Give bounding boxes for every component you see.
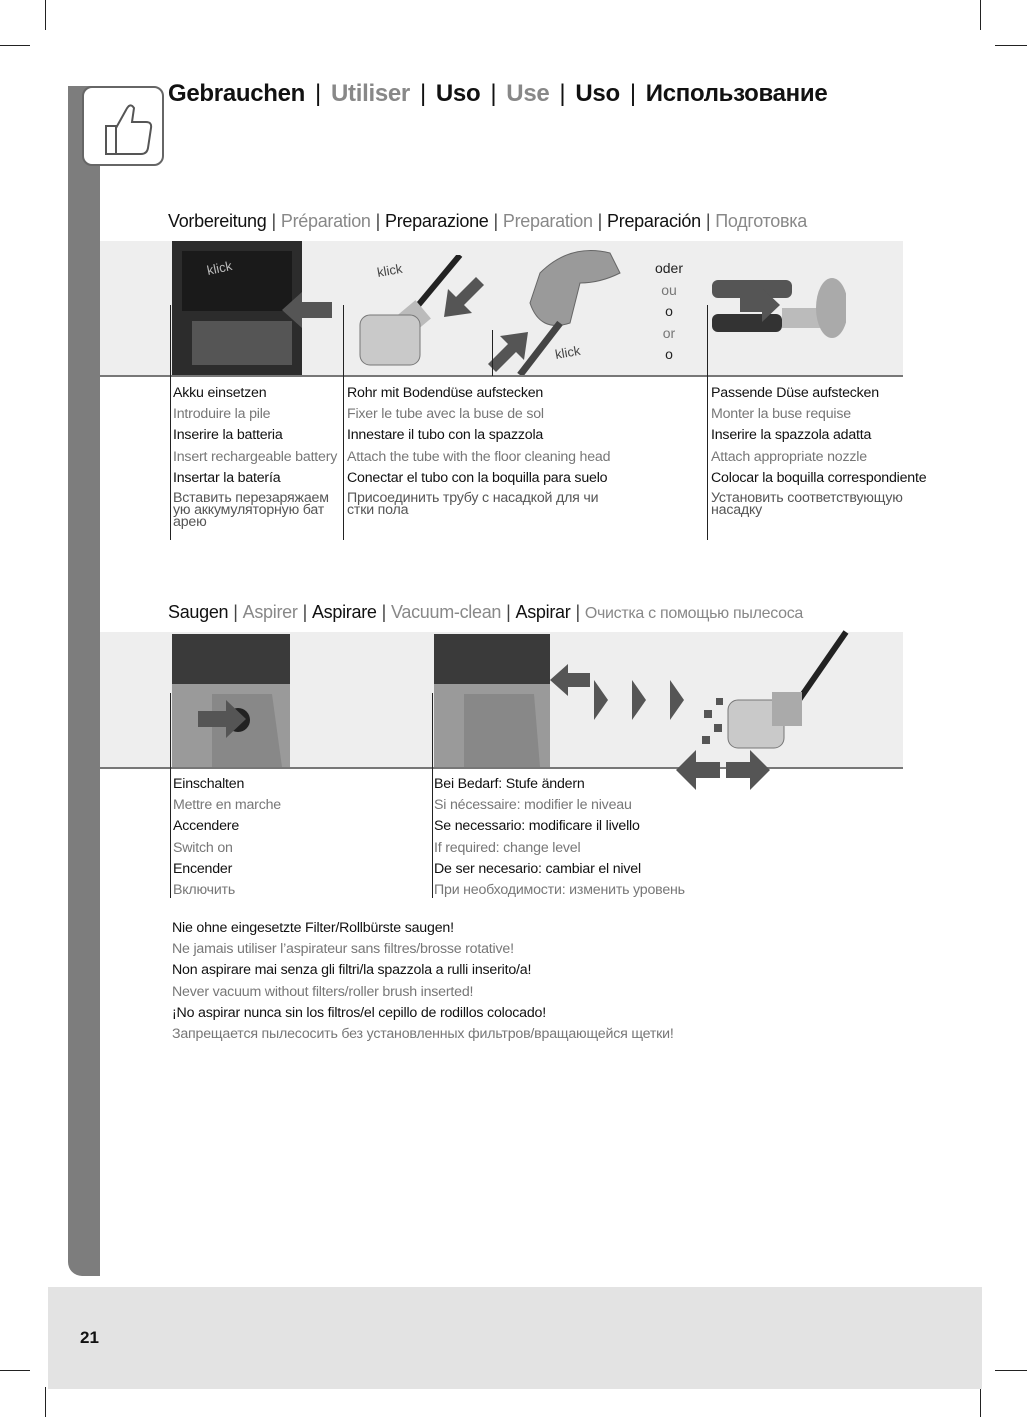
text-en: Switch on [173,839,233,856]
vac-col2-text [434,774,685,901]
text-de: Einschalten [173,776,245,792]
vacuum-divider [100,767,903,769]
klick-label-3: klick [553,342,582,362]
text-it: Inserire la batteria [173,427,283,444]
vac-title-fr: Aspirer [242,602,298,622]
text-it: Accendere [173,818,240,835]
text-it: Innestare il tubo con la spazzola [347,427,544,444]
preparation-divider [100,375,903,377]
chevron-right-icon [594,680,608,720]
text-es: Colocar la boquilla correspondiente [711,469,927,486]
vac-title-en: Vacuum-clean [391,602,502,622]
column-line [170,693,171,898]
warning-en: Never vacuum without filters/roller brush inserted! [172,983,474,1000]
oder-de: oder [654,260,684,276]
title-de: Gebrauchen [168,80,306,107]
klick-label-1: klick [205,258,234,278]
vac-title-es: Aspirar [515,602,571,622]
title-fr: Utiliser [330,80,410,107]
oder-en: or [662,324,676,341]
page-number: 21 [80,1328,99,1347]
prep-col2-text [347,383,611,519]
vac-title-de: Saugen [168,602,229,622]
text-en: If required: change level [434,839,581,856]
warning-es: ¡No aspirar nunca sin los filtros/el cepillo de rodillos colocado! [172,1004,546,1021]
floor-brush-image [700,630,850,760]
column-line [170,305,171,540]
text-en: Attach the tube with the floor cleaning head [347,448,611,465]
vac-col1-text [173,774,281,901]
oder-it: o [665,303,673,319]
prep-title-ru: Подготовка [715,211,807,231]
arrow-down-left-icon [440,275,486,321]
prep-title-fr: Préparation [280,211,371,231]
arrow-left-icon [550,664,590,696]
arrow-right-icon [740,288,780,322]
sidebar-bar [68,86,100,1276]
title-ru: Использование [645,80,828,107]
vac-title-ru: Очистка с помощью пылесоса [584,605,803,622]
text-fr: Si nécessaire: modifier le niveau [434,797,632,814]
warning-de: Nie ohne eingesetzte Filter/Rollbürste saugen! [172,920,454,936]
text-ru: Присоединить трубу с насадкой для чистки пола [347,490,599,519]
text-fr: Mettre en marche [173,797,281,814]
text-fr: Monter la buse requise [711,406,851,423]
title-en: Use [506,80,550,107]
text-es: Conectar el tubo con la boquilla para suelo [347,469,608,486]
text-it: Se necessario: modificare il livello [434,818,640,835]
arrow-left-icon [282,290,332,330]
double-arrow-icon [676,750,770,790]
klick-label-2: klick [375,260,404,280]
vacuum-title: Saugen | Aspirer | Aspirare | Vacuum-clean | Aspirar | Очистка с помощью пылесоса [168,602,803,622]
warning-it: Non aspirare mai senza gli filtri/la spazzola a rulli inserito/a! [172,962,532,979]
footer-band [48,1287,982,1389]
arrow-right-icon [198,700,246,738]
prep-col3-text [711,383,927,519]
text-fr: Introduire la pile [173,406,271,423]
text-fr: Fixer le tube avec la buse de sol [347,406,544,423]
chevron-right-icon [632,680,646,720]
oder-options [648,258,690,366]
prep-title-es: Preparación [607,211,701,231]
chevron-right-icon [670,680,684,720]
text-de: Passende Düse aufstecken [711,385,879,401]
prep-title-en: Preparation [502,211,593,231]
text-es: De ser necesario: cambiar el nivel [434,860,641,877]
warning-text [172,918,674,1045]
text-ru: Вставить перезаряжаемую аккумуляторную батарею [173,490,329,531]
title-it: Uso [435,80,481,107]
text-de: Akku einsetzen [173,385,267,401]
preparation-title: Vorbereitung | Préparation | Preparazione | Preparation | Preparación | Подготовка [168,211,807,231]
warning-fr: Ne jamais utiliser l’aspirateur sans filtres/brosse rotative! [172,941,514,958]
oder-fr: ou [661,281,677,298]
prep-title-it: Preparazione [385,211,489,231]
warning-ru: Запрещается пылесосить без установленных фильтров/вращающейся щетки! [172,1026,674,1043]
column-line [343,305,344,540]
text-es: Insertar la batería [173,469,281,486]
title-es: Uso [575,80,620,107]
page-title: Gebrauchen | Utiliser | Uso | Use | Uso | Использование [168,80,828,107]
text-en: Insert rechargeable battery [173,448,338,465]
prep-title-de: Vorbereitung [168,211,267,231]
text-es: Encender [173,860,233,877]
text-ru: При необходимости: изменить уровень [434,882,685,899]
text-de: Rohr mit Bodendüse aufstecken [347,385,544,401]
text-de: Bei Bedarf: Stufe ändern [434,776,585,792]
oder-es: o [665,346,673,362]
vac-title-it: Aspirare [311,602,377,622]
text-ru: Включить [173,882,236,899]
level-change-image [434,634,550,767]
column-line [707,305,708,540]
text-en: Attach appropriate nozzle [711,448,867,465]
column-line [492,330,493,376]
prep-col1-text [173,383,338,531]
text-it: Inserire la spazzola adatta [711,427,872,444]
column-line [432,693,433,898]
thumbs-up-icon [82,86,164,166]
text-ru: Установить соответствующую насадку [711,490,903,519]
